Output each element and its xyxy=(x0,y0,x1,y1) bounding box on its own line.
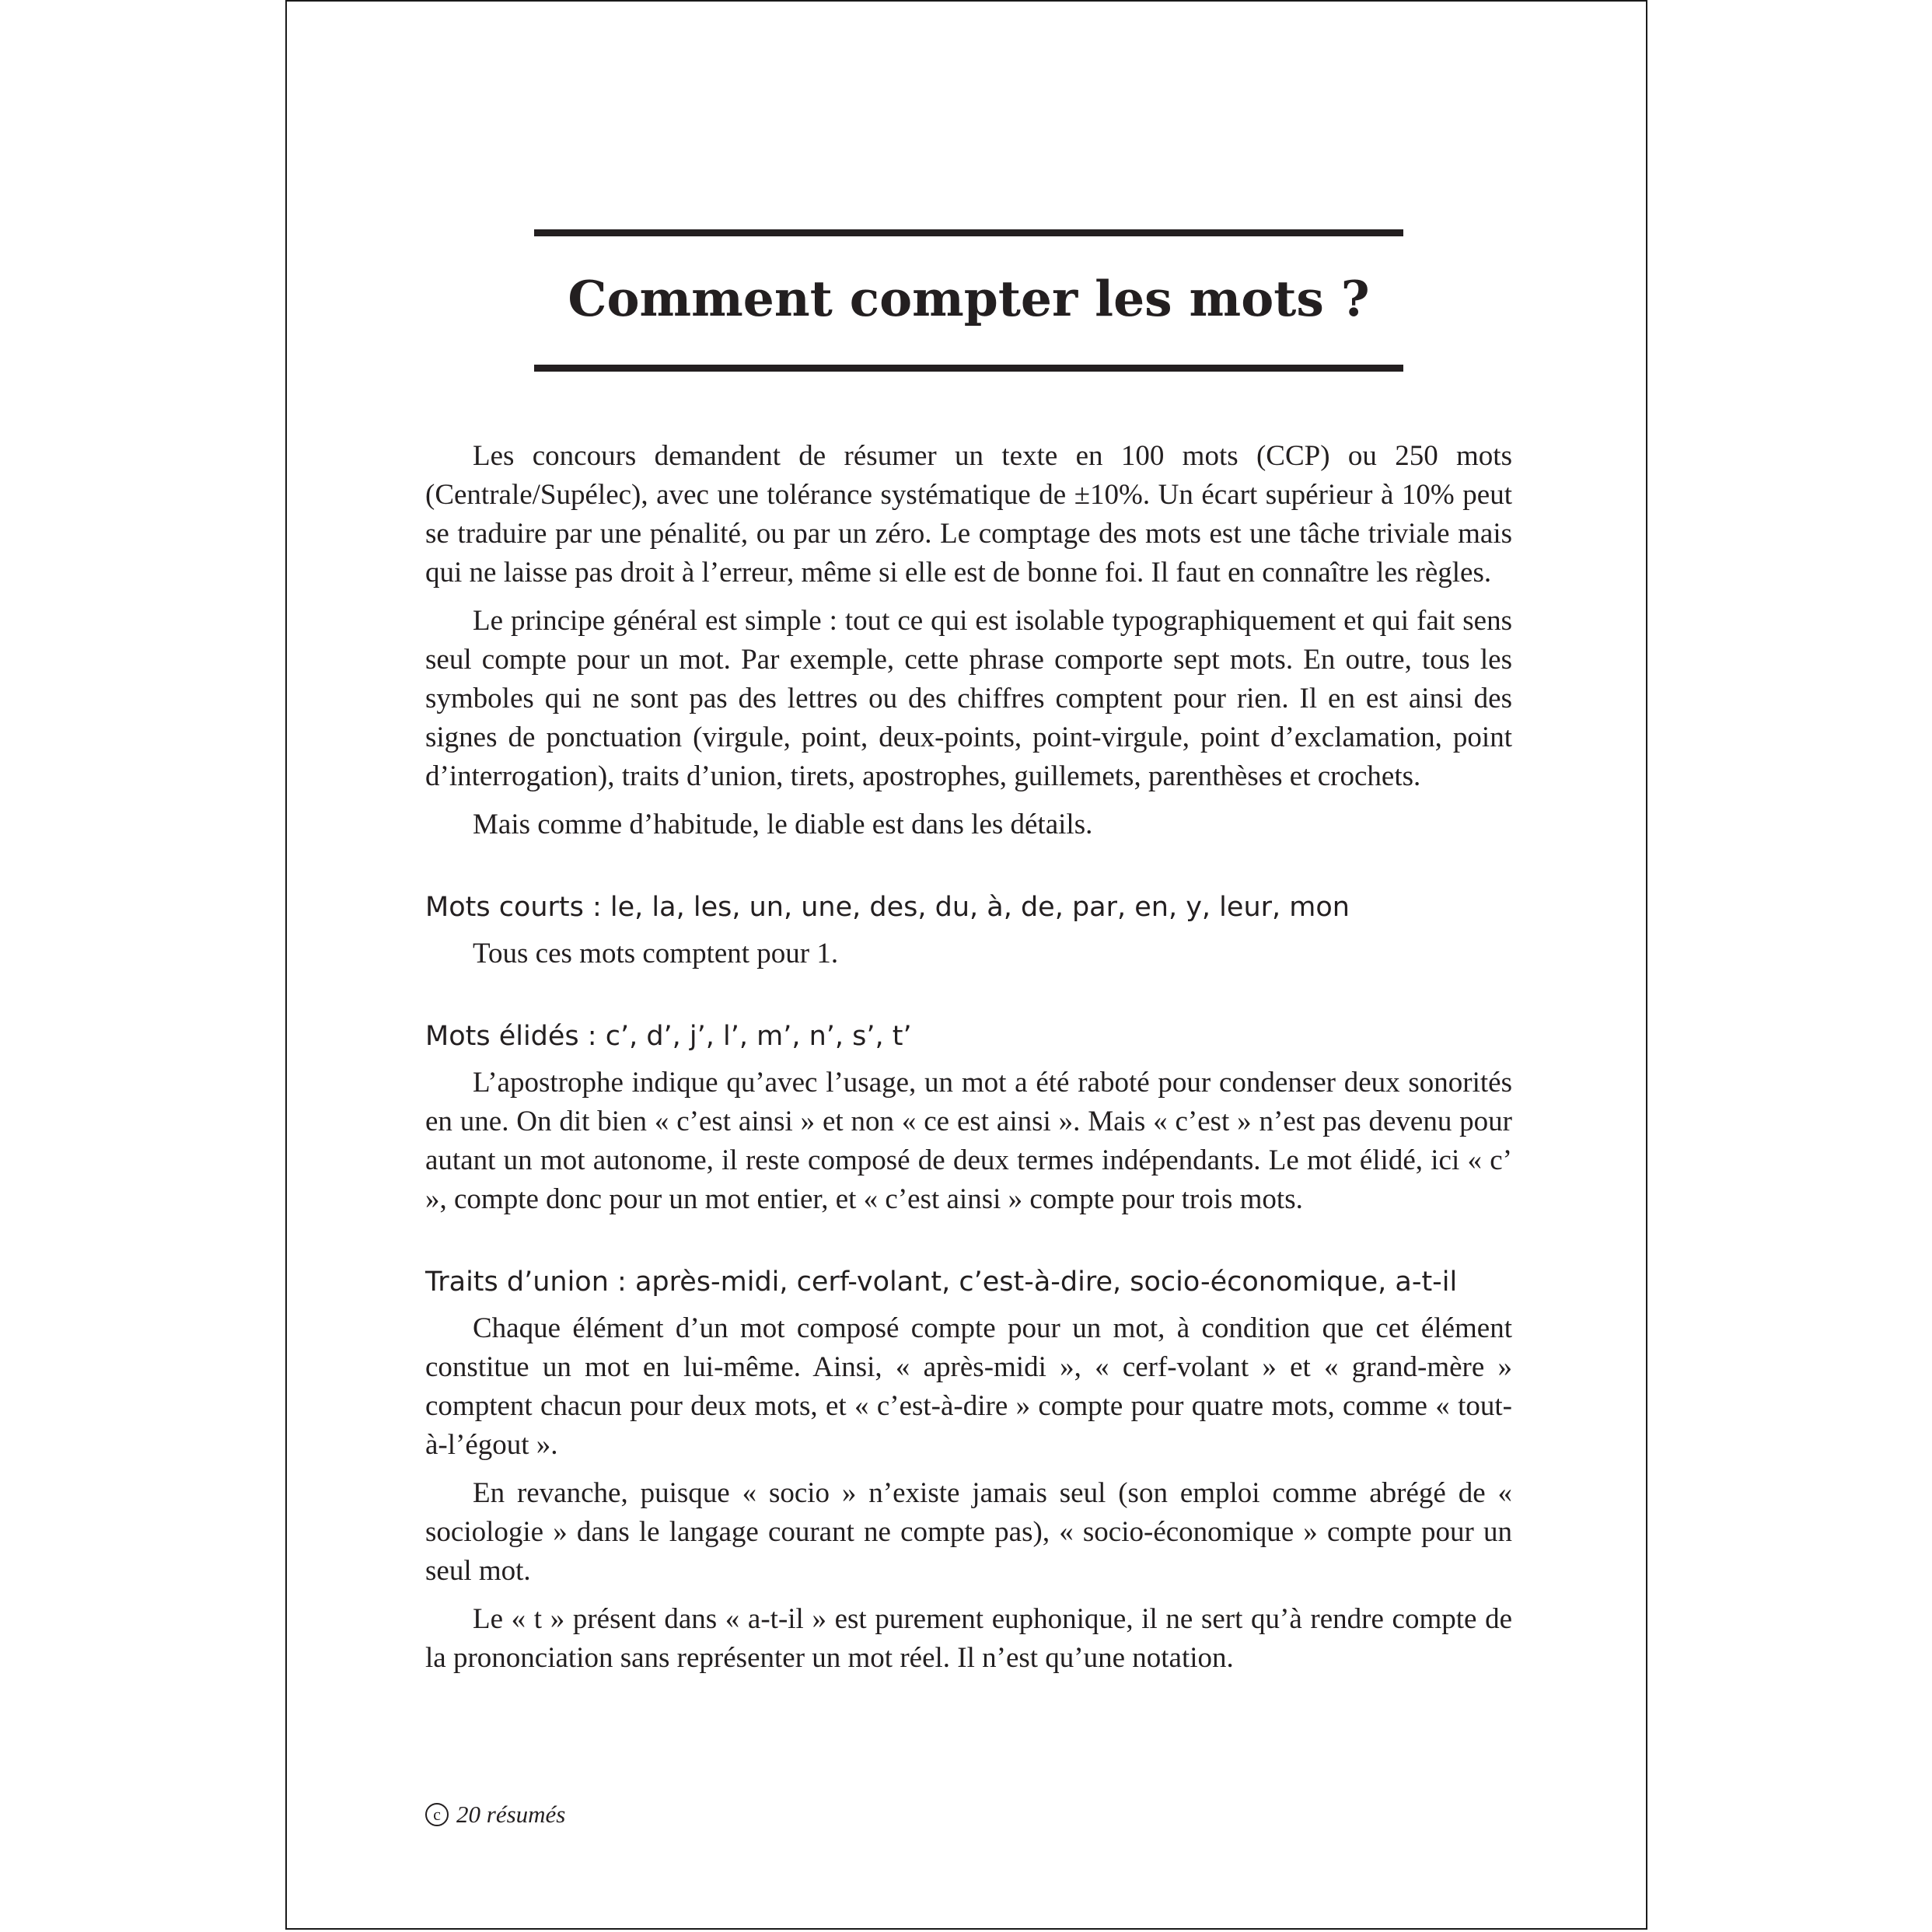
section-paragraph: En revanche, puisque « socio » n’existe jamais seul (son emploi comme abrégé de « sociologie » dans le langage courant ne compte pas), « socio-économique » compte pour un seul mot. xyxy=(425,1477,1512,1587)
section-spacer xyxy=(425,854,1512,888)
book-page xyxy=(285,0,1647,1930)
section-paragraph: Le « t » présent dans « a-t-il » est purement euphonique, il ne sert qu’à rendre compte de la prononciation sans représenter un mot réel. Il n’est qu’une notation. xyxy=(425,1603,1512,1674)
page-footer xyxy=(425,1799,565,1830)
section-paragraph: Chaque élément d’un mot composé compte pour un mot, à condition que cet élément constitue un mot en lui-même. Ainsi, « après-midi », « cerf-volant » et « grand-mère » comptent chacun pour deux mots, et « c’est-à-dire » compte pour quatre mots, comme « tout-à-l’égout ». xyxy=(425,1312,1512,1461)
section-paragraph: Tous ces mots comptent pour 1. xyxy=(473,938,839,969)
intro-paragraph-1: Les concours demandent de résumer un texte en 100 mots (CCP) ou 250 mots (Centrale/Supélec), avec une tolérance systématique de ±10%. Un écart supérieur à 10% peut se traduire par une pénalité, ou par un zéro. Le comptage des mots est une tâche triviale mais qui ne laisse pas droit à l’erreur, même si elle est de bonne foi. Il faut en connaître les règles. xyxy=(425,440,1512,589)
section-spacer xyxy=(425,983,1512,1017)
intro-paragraph-2: Le principe général est simple : tout ce qui est isolable typographiquement et qui fait sens seul compte pour un mot. Par exemple, cette phrase comporte sept mots. En outre, tous les symboles qui ne sont pas des lettres ou des chiffres comptent pour rien. Il en est ainsi des signes de ponctuation (virgule, point, deux-points, point-virgule, point d’exclamation, point d’interrogation), traits d’union, tirets, apostrophes, guillemets, parenthèses et crochets. xyxy=(425,605,1512,792)
intro-paragraph-3: Mais comme d’habitude, le diable est dans les détails. xyxy=(473,809,1093,840)
section-heading-elided-words: Mots élidés : c’, d’, j’, l’, m’, n’, s’, t’ xyxy=(425,1021,912,1052)
section-spacer xyxy=(425,1228,1512,1263)
page-title: Comment compter les mots ? xyxy=(568,270,1370,327)
section-heading-short-words: Mots courts : le, la, les, un, une, des, du, à, de, par, en, y, leur, mon xyxy=(425,892,1350,923)
footer-book-title: 20 résumés xyxy=(456,1801,566,1828)
title-rule-top xyxy=(534,229,1403,236)
section-heading-hyphens: Traits d’union : après-midi, cerf-volant, c’est-à-dire, socio-économique, a-t-il xyxy=(425,1266,1458,1298)
copyright-icon: c xyxy=(425,1803,449,1826)
page-body xyxy=(425,437,1512,1687)
section-paragraph: L’apostrophe indique qu’avec l’usage, un mot a été raboté pour condenser deux sonorités en une. On dit bien « c’est ainsi » et non « ce est ainsi ». Mais « c’est » n’est pas devenu pour autant un mot autonome, il reste composé de deux termes indépendants. Le mot élidé, ici « c’ », compte donc pour un mot entier, et « c’est ainsi » compte pour trois mots. xyxy=(425,1067,1512,1215)
title-rule-bottom xyxy=(534,365,1403,372)
